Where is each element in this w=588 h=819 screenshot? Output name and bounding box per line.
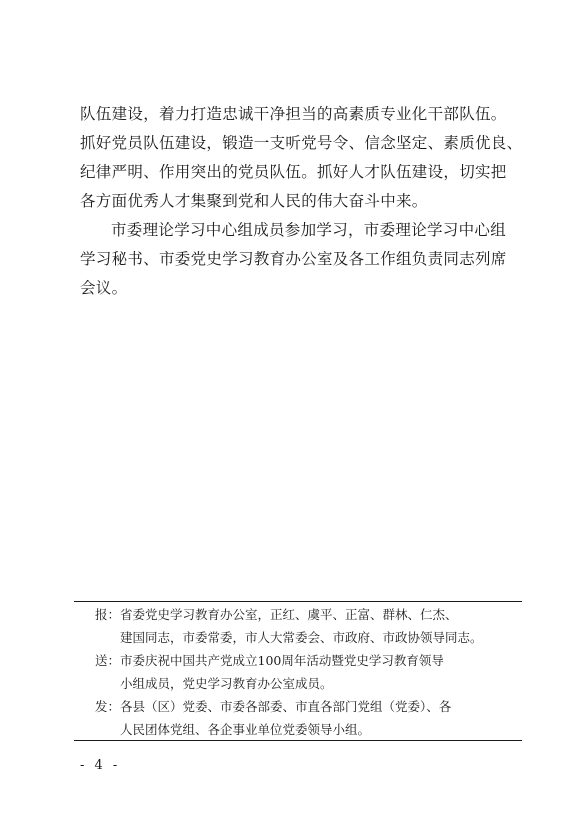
report-text-cont: 建国同志，市委常委，市人大常委会、市政府、市政协领导同志。: [120, 630, 483, 645]
issue-row: [74, 695, 522, 718]
page-number: - 4 -: [80, 758, 121, 773]
body-line: 学习秘书、市委党史学习教育办公室及各工作组负责同志列席: [80, 250, 507, 268]
send-text: 市委庆祝中国共产党成立100周年活动暨党史学习教育领导: [120, 653, 444, 668]
distribution-list: [74, 603, 522, 741]
send-label: 送：: [94, 653, 120, 668]
report-row-cont: [74, 626, 522, 649]
body-line: 队伍建设，着力打造忠诚干净担当的高素质专业化干部队伍。: [80, 105, 507, 123]
body-text: [80, 100, 524, 303]
issue-text: 各县（区）党委、市委各部委、市直各部门党组（党委）、各: [120, 699, 452, 714]
body-line: 各方面优秀人才集聚到党和人民的伟大奋斗中来。: [80, 192, 428, 210]
send-text-cont: 小组成员，党史学习教育办公室成员。: [120, 676, 333, 691]
issue-row-cont: [74, 718, 522, 741]
distribution-top-rule: [74, 601, 522, 602]
body-line: 纪律严明、作用突出的党员队伍。抓好人才队伍建设，切实把: [80, 163, 507, 181]
body-line: 会议。: [80, 279, 128, 297]
distribution-bottom-rule: [74, 740, 522, 741]
send-row-cont: [74, 672, 522, 695]
body-line: 抓好党员队伍建设，锻造一支听党号令、信念坚定、素质优良、: [80, 134, 523, 152]
report-text: 省委党史学习教育办公室，正红、虞平、正富、群林、仁杰、: [120, 607, 458, 622]
issue-text-cont: 人民团体党组、各企事业单位党委领导小组。: [120, 722, 371, 737]
report-label: 报：: [94, 607, 120, 622]
issue-label: 发：: [94, 699, 120, 714]
report-row: [74, 603, 522, 626]
send-row: [74, 649, 522, 672]
body-line: 市委理论学习中心组成员参加学习，市委理论学习中心组: [111, 221, 507, 239]
